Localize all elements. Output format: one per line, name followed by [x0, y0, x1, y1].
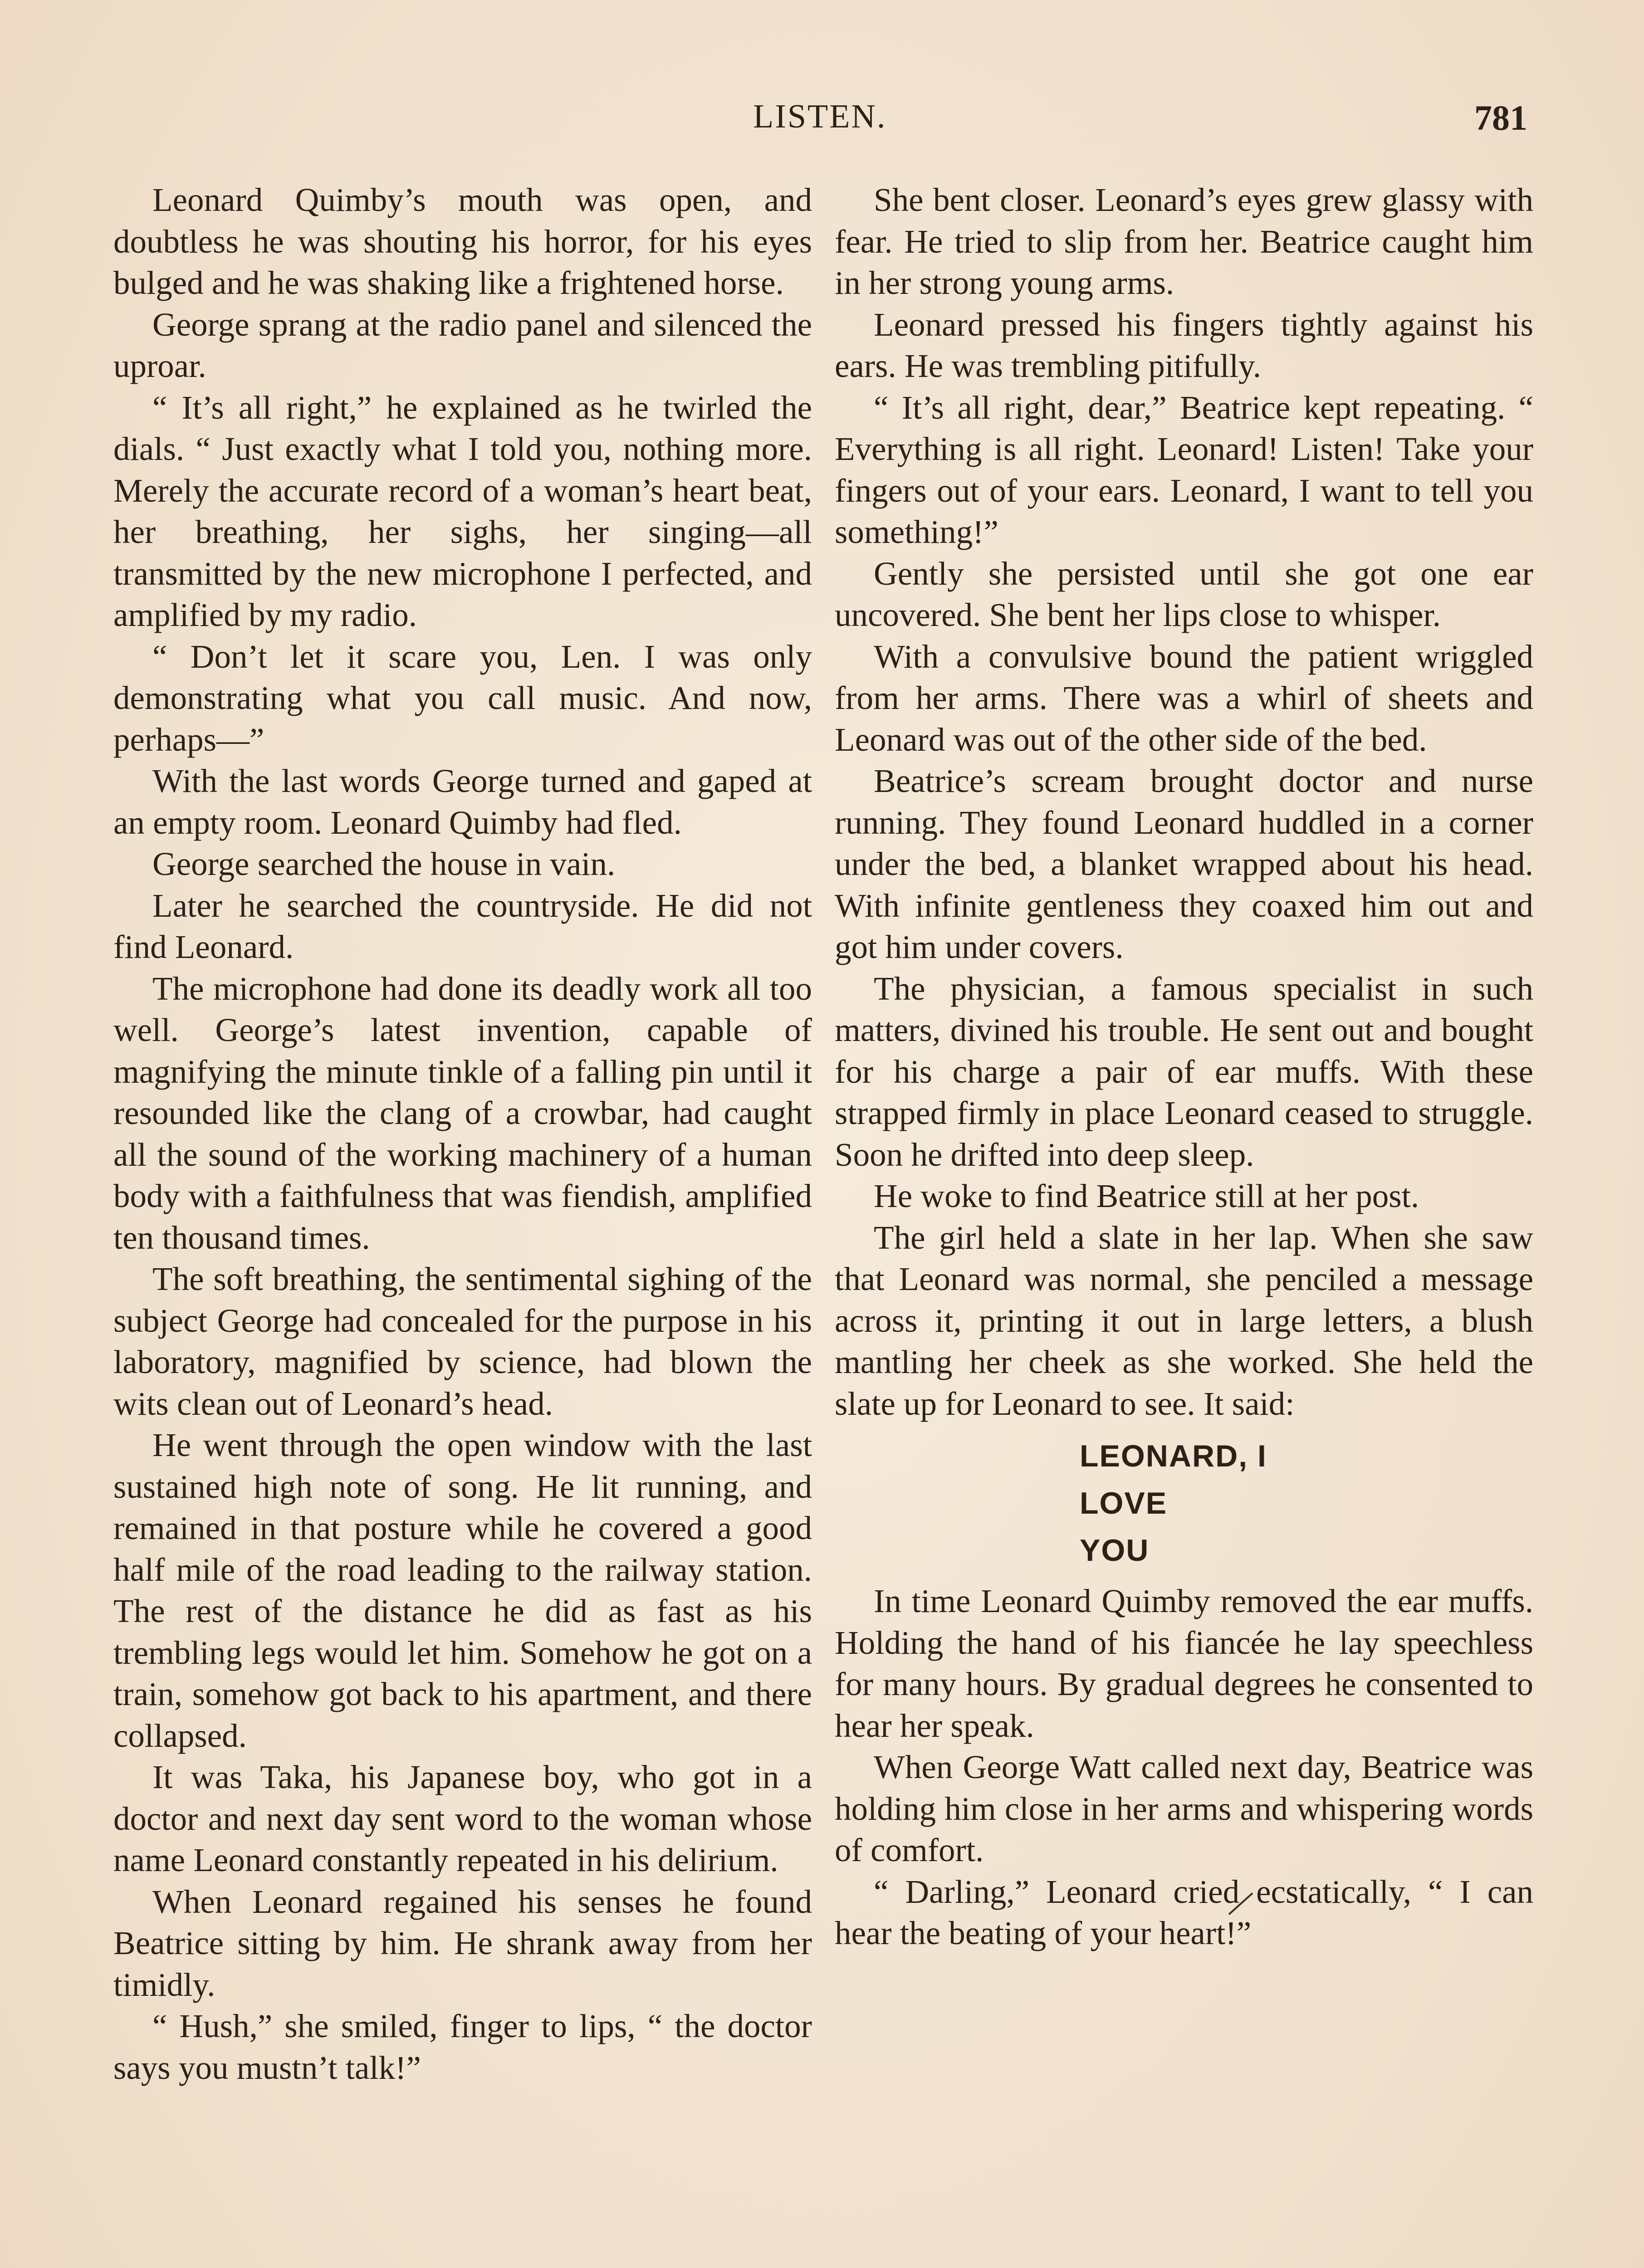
- paragraph: The soft breathing, the sentimental sighing of the subject George had concealed for the purpose in his laboratory, magnified by science, had blown the wits clean out of Leonard’s head.: [113, 1261, 812, 1422]
- paragraph: “ It’s all right, dear,” Beatrice kept repeating. “ Everything is all right. Leonard! Listen! Take your fingers out of your ears. Leonard, I want to tell you something!”: [835, 389, 1533, 550]
- paragraph: She bent closer. Leonard’s eyes grew glassy with fear. He tried to slip from her. Beatrice caught him in her strong young arms.: [835, 181, 1533, 301]
- paragraph: “ Darling,” Leonard cried ecstatically, “ I can hear the beating of your heart!”: [835, 1873, 1533, 1951]
- paragraph: Leonard Quimby’s mouth was open, and doubtless he was shouting his horror, for his eyes bulged and he was shaking like a frightened horse.: [113, 181, 812, 301]
- paragraph: Later he searched the countryside. He did not find Leonard.: [113, 887, 812, 965]
- paragraph: “ Hush,” she smiled, finger to lips, “ the doctor says you mustn’t talk!”: [113, 2008, 812, 2086]
- paragraph: He went through the open window with the last sustained high note of song. He lit running, and remained in that posture while he covered a good half mile of the road leading to the railway station. The rest of the distance he did as fast as his trembling legs would let him. Somehow he got on a train, somehow got back to his apartment, and there collapsed.: [113, 1427, 812, 1754]
- paragraph: In time Leonard Quimby removed the ear muffs. Holding the hand of his fiancée he lay speechless for many hours. By gradual degrees he consented to hear her speak.: [835, 1583, 1533, 1744]
- slate-line: YOU: [1080, 1533, 1150, 1568]
- paragraph: Gently she persisted until she got one ear uncovered. She bent her lips close to whisper.: [835, 555, 1533, 633]
- paragraph: With a convulsive bound the patient wriggled from her arms. There was a whirl of sheets and Leonard was out of the other side of the bed.: [835, 638, 1533, 758]
- left-column: [113, 179, 812, 2088]
- paragraph: The microphone had done its deadly work all too well. George’s latest invention, capable of magnifying the minute tinkle of a falling pin until it resounded like the clang of a crowbar, had caught all the sound of the working machinery of a human body with a faithfulness that was fiendish, amplified ten thousand times.: [113, 970, 812, 1256]
- paragraph: The girl held a slate in her lap. When she saw that Leonard was normal, she penciled a message across it, printing it out in large letters, a blush mantling her cheek as she worked. She held the slate up for Leonard to see. It said:: [835, 1219, 1533, 1422]
- paragraph: “ Don’t let it scare you, Len. I was only demonstrating what you call music. And now, perhaps—”: [113, 638, 812, 758]
- slate-line: LOVE: [1080, 1486, 1168, 1520]
- paragraph: Beatrice’s scream brought doctor and nurse running. They found Leonard huddled in a corner under the bed, a blanket wrapped about his head. With infinite gentleness they coaxed him out and got him under covers.: [835, 763, 1533, 965]
- paragraph: Leonard pressed his fingers tightly against his ears. He was trembling pitifully.: [835, 306, 1533, 384]
- paragraph: The physician, a famous specialist in such matters, divined his trouble. He sent out and bought for his charge a pair of ear muffs. With these strapped firmly in place Leonard ceased to struggle. Soon he drifted into deep sleep.: [835, 970, 1533, 1173]
- paragraph: He woke to find Beatrice still at her post.: [874, 1178, 1419, 1214]
- paragraph: George sprang at the radio panel and silenced the uproar.: [113, 306, 812, 384]
- slate-line: LEONARD, I: [1080, 1439, 1267, 1473]
- paragraph: “ It’s all right,” he explained as he twirled the dials. “ Just exactly what I told you, nothing more. Merely the accurate record of a woman’s heart beat, her breathing, her sighs, her singing—all transmitted by the new microphone I perfected, and amplified by my radio.: [113, 389, 812, 633]
- right-column: [835, 179, 1533, 1954]
- paragraph: When George Watt called next day, Beatrice was holding him close in her arms and whispering words of comfort.: [835, 1749, 1533, 1868]
- page-header: [0, 98, 1644, 147]
- paragraph: When Leonard regained his senses he found Beatrice sitting by him. He shrank away from her timidly.: [113, 1883, 812, 2003]
- paragraph: With the last words George turned and gaped at an empty room. Leonard Quimby had fled.: [113, 763, 812, 841]
- paragraph: It was Taka, his Japanese boy, who got in a doctor and next day sent word to the woman whose name Leonard constantly repeated in his delirium.: [113, 1759, 812, 1878]
- paragraph: George searched the house in vain.: [152, 846, 616, 882]
- slate-message: [835, 1432, 1533, 1574]
- running-title: LISTEN.: [753, 98, 887, 135]
- page-number: 781: [1474, 98, 1527, 137]
